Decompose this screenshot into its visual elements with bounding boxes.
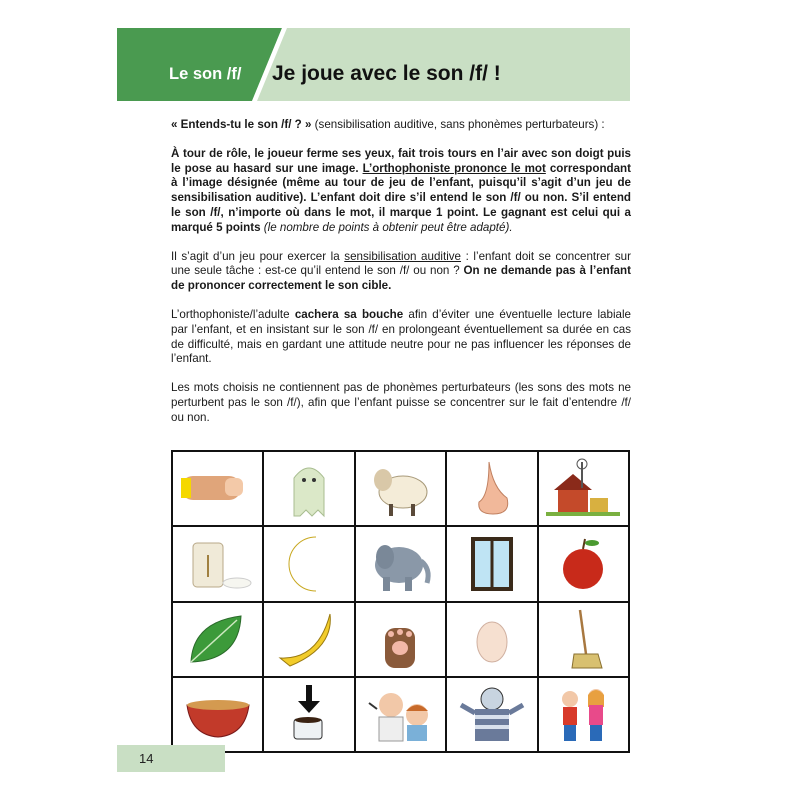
para3-bold: cachera sa bouche (294, 307, 404, 321)
rules-p1: À tour de rôle, le joueur ferme ses yeux, fait trois tours en l’air avec son doigt puis le pose au hasard sur une image. (171, 146, 631, 175)
rules-p2: correspondant à l’image désignée (même au tour de jeu de l’enfant, puisqu’il s’agit d’un jeu de sensibilisation auditive). L’enfant doit dire s’il entend le son /f/ ou non. S’il entend le son /f/, n’importe où dans le mot, il marque 1 point. Le gagnant est celui qui a marqué 5 points (171, 161, 631, 234)
grid-cell[interactable] (446, 451, 537, 526)
grid-cell[interactable] (538, 677, 629, 752)
grid-cell[interactable] (263, 451, 354, 526)
section-tag: Le son /f/ (169, 65, 242, 83)
barber-icon (361, 683, 439, 745)
children-icon (544, 683, 622, 745)
broom-icon (544, 608, 622, 670)
para3-b: afin d’éviter une éventuelle lecture labiale par l’enfant, et en insistant sur le son /f/ en prolongeant éventuellement sa durée en cas de difficulté, mais en gardant une attitude neutre pour ne pas influencer les réponses de l’enfant. (171, 307, 631, 366)
flour-icon (179, 533, 257, 595)
grid-cell[interactable] (263, 526, 354, 601)
leaf-icon (179, 608, 257, 670)
moon-icon (270, 533, 348, 595)
grid-cell[interactable] (172, 526, 263, 601)
para-sensibilisation (171, 250, 631, 294)
paw-icon (361, 608, 439, 670)
page-number: 14 (139, 751, 154, 766)
grid-cell[interactable] (446, 526, 537, 601)
intro-rest: (sensibilisation auditive, sans phonèmes perturbateurs) : (311, 118, 605, 131)
grid-cell[interactable] (355, 526, 446, 601)
coffee-cup-icon (270, 683, 348, 745)
sheep-icon (361, 458, 439, 520)
intro-line (171, 118, 631, 133)
egg-icon (453, 608, 531, 670)
grid-cell[interactable] (538, 451, 629, 526)
para2-underlined: sensibilisation auditive (344, 249, 462, 263)
picture-grid (171, 450, 630, 753)
para-bouche (171, 308, 631, 367)
banana-icon (270, 608, 348, 670)
finger-icon (179, 458, 257, 520)
bear-pyjama-icon (453, 683, 531, 745)
grid-cell[interactable] (263, 677, 354, 752)
grid-cell[interactable] (172, 451, 263, 526)
page-header (117, 28, 630, 101)
para3-a: L’orthophoniste/l’adulte (171, 307, 295, 321)
elephant-icon (361, 533, 439, 595)
farm-icon (544, 458, 622, 520)
rules-p2-italic: (le nombre de points à obtenir peut être adapté). (260, 220, 513, 234)
rules-paragraph (171, 147, 631, 236)
intro-bold: « Entends-tu le son /f/ ? » (171, 118, 312, 131)
grid-cell[interactable] (538, 526, 629, 601)
grid-cell[interactable] (355, 677, 446, 752)
para2-b: : l’enfant doit se concentrer sur une seule tâche : est-ce qu’il entend le son /f/ ou non ? (171, 249, 631, 278)
grid-cell[interactable] (446, 602, 537, 677)
grid-cell[interactable] (172, 677, 263, 752)
nose-icon (453, 458, 531, 520)
page-footer (117, 745, 225, 772)
grid-cell[interactable] (355, 602, 446, 677)
grid-cell[interactable] (538, 602, 629, 677)
apple-icon (544, 533, 622, 595)
para2-a: Il s’agit d’un jeu pour exercer la (171, 249, 345, 263)
grid-cell[interactable] (172, 602, 263, 677)
para2-bold: On ne demande pas à l’enfant de prononcer correctement le son cible. (171, 264, 631, 293)
grid-cell[interactable] (263, 602, 354, 677)
para-mots: Les mots choisis ne contiennent pas de phonèmes perturbateurs (les sons des mots ne perturbent pas le son /f/), afin que l’enfant puisse se concentrer sur le fait d’entendre /f/ ou non. (171, 381, 631, 424)
rules-p1-underlined: L’orthophoniste prononce le mot (362, 161, 546, 175)
window-icon (453, 533, 531, 595)
grid-cell[interactable] (446, 677, 537, 752)
grid-cell[interactable] (355, 451, 446, 526)
page-title: Je joue avec le son /f/ ! (272, 62, 501, 85)
bowl-icon (179, 683, 257, 745)
instructions (171, 118, 631, 440)
ghost-icon (270, 458, 348, 520)
